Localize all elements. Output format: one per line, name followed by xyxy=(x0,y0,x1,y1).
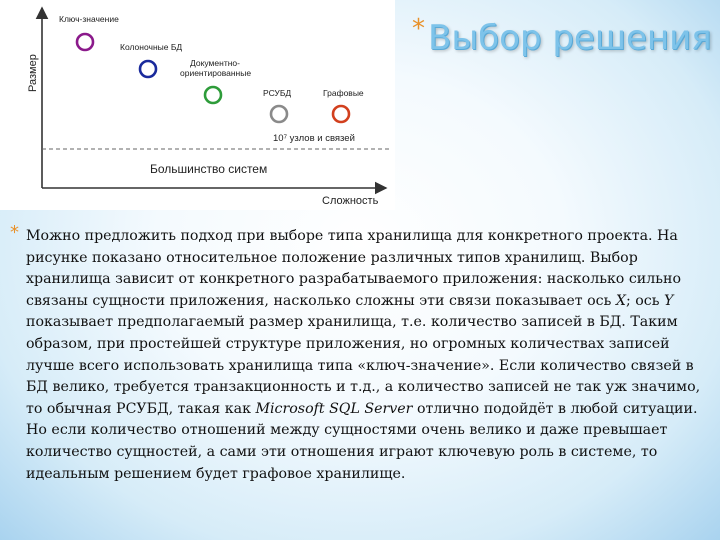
point-rdbms xyxy=(271,106,287,122)
point-label-document-line1: Документно- xyxy=(190,58,240,68)
body-text-part-1: Можно предложить подход при выборе типа хранилища для конкретного проекта. На рисунке показано относительное положение различных типов хранилищ. Выбор хранилища зависит от конкретного разрабатываемого приложения: насколько сильно связаны сущности приложения, насколько сложны эти связи показывает ось xyxy=(26,228,681,309)
body-paragraph xyxy=(26,226,716,485)
point-graph xyxy=(333,106,349,122)
storage-types-diagram xyxy=(0,0,395,210)
point-label-columnar: Колоночные БД xyxy=(120,42,183,52)
body-bullet: * xyxy=(10,222,19,243)
point-label-key-value: Ключ-значение xyxy=(59,14,119,24)
body-text-part-4: отлично подойдёт в любой ситуации. Но если количество отношений между сущностями очень велико и даже превышает количество сущностей, а сами эти отношения играют ключевую роль в системе, то идеальным решением будет графовое хранилище. xyxy=(26,400,698,482)
point-label-rdbms: РСУБД xyxy=(263,88,292,98)
slide-title: Выбор решения xyxy=(428,18,712,58)
body-text-part-3: показывает предполагаемый размер хранилища, т.е. количество записей в БД. Таким образом, при простейшей структуре приложения, но огромных количествах записей лучше всего использовать хранилища типа «ключ-значение». Если количество связей в БД велико, требуется транзакционность и т.д., а количество записей не так уж значимо, то обычная РСУБД, такая как xyxy=(26,314,701,417)
point-key-value xyxy=(77,34,93,50)
point-columnar xyxy=(140,61,156,77)
point-label-graph: Графовые xyxy=(323,88,364,98)
x-axis-label: Сложность xyxy=(322,195,379,207)
axis-y-term: Y xyxy=(663,292,674,309)
diagram-canvas xyxy=(0,0,395,210)
point-label-document-line2: ориентированные xyxy=(180,68,252,78)
axis-x-term: X xyxy=(615,292,626,309)
title-bullet: * xyxy=(412,14,425,44)
product-name: Microsoft SQL Server xyxy=(255,400,413,417)
point-document xyxy=(205,87,221,103)
y-axis-label: Размер xyxy=(27,54,39,92)
threshold-label: 10⁷ узлов и связей xyxy=(273,133,355,144)
body-text-part-2: ; ось xyxy=(625,292,664,309)
most-systems-label: Большинство систем xyxy=(150,162,268,176)
